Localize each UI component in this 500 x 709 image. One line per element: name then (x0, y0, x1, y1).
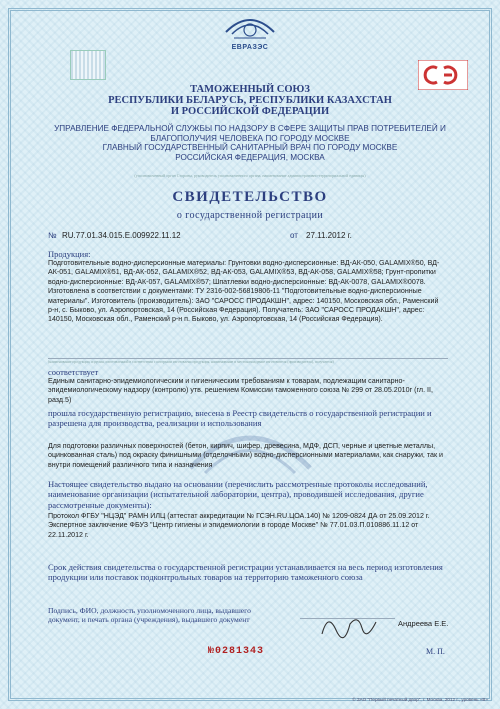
corresponds-label: соответствует (48, 367, 99, 377)
serial-number: №0281343 (208, 646, 265, 657)
signer-name: Андреева Е.Е. (398, 619, 449, 628)
certificate-number: RU.77.01.34.015.E.009922.11.12 (62, 231, 181, 240)
union-line-2: РЕСПУБЛИКИ БЕЛАРУСЬ, РЕСПУБЛИКИ КАЗАХСТАН (108, 95, 392, 106)
authority-line-3: ГЛАВНЫЙ ГОСУДАРСТВЕННЫЙ САНИТАРНЫЙ ВРАЧ ПО ГОРОДУ МОСКВЕ (102, 143, 398, 153)
number-prefix: № (48, 231, 57, 240)
authority-line-2: БЛАГОПОЛУЧИЯ ЧЕЛОВЕКА ПО ГОРОДУ МОСКВЕ (150, 133, 350, 143)
product-note: (наименование продукции, изделия, изготовленной в соответствии с которыми изготовлена продукция, наименование и местонахождение изготовителя (производителя), получателя) (48, 360, 334, 364)
certificate-date: 27.11.2012 г. (306, 231, 352, 240)
product-label: Продукция: (48, 249, 91, 259)
union-line-1: ТАМОЖЕННЫЙ СОЮЗ (190, 84, 310, 95)
signature-caption: Подпись, ФИО, должность уполномоченного лица, выдавшего документ, и печать органа (учреждения), выдавшего документ (48, 606, 251, 625)
eurasec-emblem-icon (224, 12, 276, 44)
signature-line (300, 618, 395, 619)
authority-note: (уполномоченный орган Стороны, руководитель уполномоченного органа, наименование административно-территориальной единицы) (134, 173, 366, 178)
security-code-icon (70, 50, 106, 80)
product-text: Подготовительные водно-дисперсионные материалы: Грунтовки водно-дисперсионные: ВД-АК-050, GALAMIX®50, ВД-АК-051, GALAMIX®51, ВД-АК-052, GALAMIX®52, ВД-АК-053, GALAMIX®53, ВД-АК-058, GALAMIX®58; Грунт-пропитки водно-дисперсионные: ВД-АК-057, GALAMIX®57; Шпатлевки водно-дисперсионные: ВД-АК-0078, GALAMIX®0078. Изготовлена в соответствии с документами: ТУ 2316-002-56819806-11 "Подготовительные водно-дисперсионные материалы". Изготовитель (производитель): ЗАО "САРОСС ПРОДАКШН", адрес: 140150, Московская обл., Раменский р-н, с. Быково, ул. Аэропортовская, 14 (Российская Федерация). Получатель: ЗАО "САРОСС ПРОДАКШН", адрес: 140150, Московская обл., Раменский р-н п. Быково, ул. Аэропортовская, 14 (Российская Федерация). (48, 259, 440, 324)
union-line-3: И РОССИЙСКОЙ ФЕДЕРАЦИИ (170, 106, 330, 117)
document-subtitle: о государственной регистрации (176, 210, 324, 221)
basis-documents: Протокол ФГБУ "НЦЭД" РАМН ИЛЦ (аттестат аккредитации № ГСЭН.RU.ЦОА.140) № 1209-0824 ДА от 25.09.2012 г. Экспертное заключение ФБУЗ "Центр гигиены и эпидемиологии в городе Москве" № 77.01.03.П.010886.11.12 от 22.11.2012 г. (48, 512, 430, 539)
authority-heading (20, 124, 480, 162)
usage-text: Для подготовки различных поверхностей (бетон, кирпич, шифер, древесина, МДФ, ДСП, черные и цветные металлы, оцинкованная сталь) под окраску финишными (отделочными) водно-дисперсионными материалами, как снаружи, так и внутри помещений различного типа и назначения (48, 442, 444, 469)
union-heading (20, 84, 480, 117)
document-title: СВИДЕТЕЛЬСТВО (172, 189, 328, 205)
seal-place-label: М. П. (426, 647, 445, 656)
validity-text: Срок действия свидетельства о государственной регистрации устанавливается на весь период изготовления продукции или поставок подконтрольных товаров на территорию таможенного союза (48, 562, 443, 583)
divider (48, 358, 448, 359)
date-prefix: от (290, 231, 298, 240)
printer-footer: © ЗАО "Первый печатный двор", г. Москва, 2012 г., уровень «В» (352, 697, 488, 702)
corresponds-text: Единым санитарно-эпидемиологическим и гигиеническим требованиям к товарам, подлежащим санитарно-эпидемиологическому надзору (контролю) утв. решением Комиссии таможенного союза № 299 от 28.05.2010г (гл. II, разд.5) (48, 377, 433, 404)
signature-icon (318, 604, 378, 644)
authority-line-4: РОССИЙСКАЯ ФЕДЕРАЦИЯ, МОСКВА (175, 152, 325, 162)
registration-text: прошла государственную регистрацию, внесена в Реестр свидетельств о государственной регистрации и разрешена для производства, реализации и использования (48, 408, 432, 429)
basis-text: Настоящее свидетельство выдано на основании (перечислить рассмотренные протоколы исследований, наименование организации (испытательной лаборатории, центра), проводившей исследования, другие рассмотренные документы): (48, 479, 428, 510)
emblem-label: ЕВРАЗЭС (231, 44, 269, 51)
authority-line-1: УПРАВЛЕНИЕ ФЕДЕРАЛЬНОЙ СЛУЖБЫ ПО НАДЗОРУ В СФЕРЕ ЗАЩИТЫ ПРАВ ПОТРЕБИТЕЛЕЙ И (54, 124, 446, 133)
